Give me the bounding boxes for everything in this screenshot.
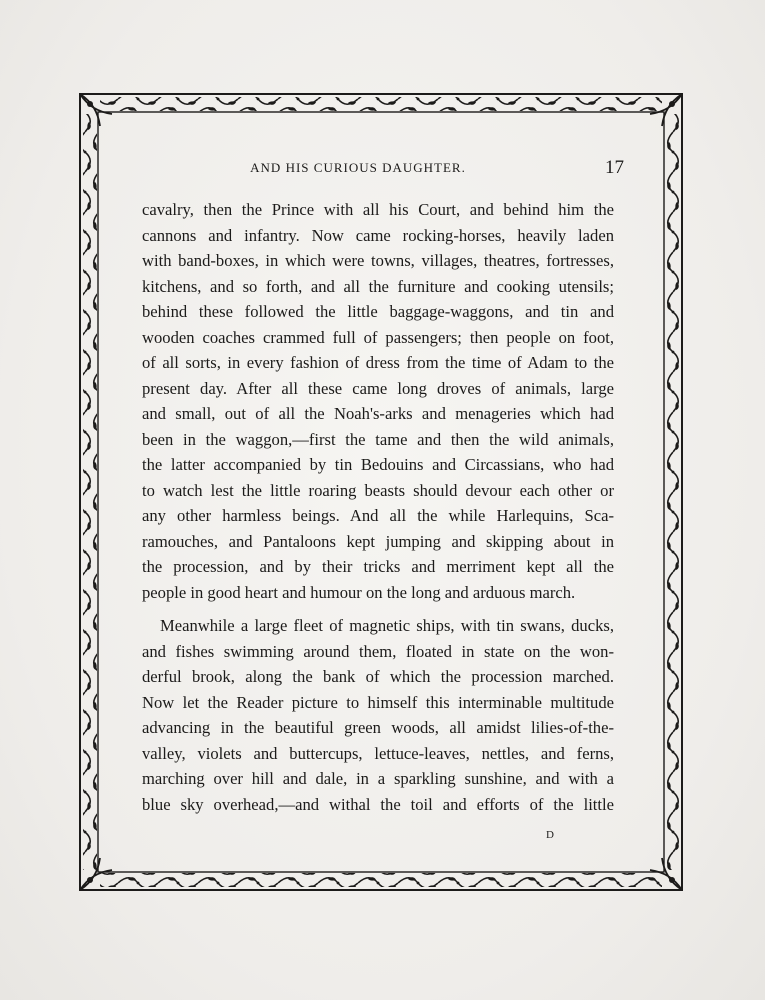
text-line: behind these followed the little baggage-waggons, and tin and bbox=[142, 302, 614, 321]
text-line: marching over hill and dale, in a sparkling sunshine, and with a bbox=[142, 769, 614, 788]
text-line: to watch lest the little roaring beasts should devour each other or bbox=[142, 480, 614, 500]
signature-mark: D bbox=[546, 829, 554, 841]
text-line: with band-boxes, in which were towns, villages, theatres, fortresses, bbox=[142, 251, 614, 270]
text-line: people in good heart and humour on the long and arduous march. bbox=[142, 582, 576, 602]
text-line: the latter accompanied by tin Bedouins and Circassians, who had bbox=[142, 455, 614, 474]
paragraph bbox=[142, 613, 614, 817]
text-line: of all sorts, in every fashion of dress from the time of Adam to the bbox=[142, 353, 614, 372]
text-line: present day. After all these came long droves of animals, large bbox=[142, 378, 614, 398]
text-line: wooden coaches crammed full of passengers; then people on foot, bbox=[142, 327, 614, 347]
text-line: valley, violets and buttercups, lettuce-leaves, nettles, and ferns, bbox=[142, 743, 614, 763]
text-line: derful brook, along the bank of which the procession marched. bbox=[142, 667, 614, 686]
text-line: Now let the Reader picture to himself this interminable multitude bbox=[142, 692, 614, 712]
paragraph bbox=[142, 197, 614, 605]
text-line: cannons and infantry. Now came rocking-horses, heavily laden bbox=[142, 225, 614, 245]
text-line: and small, out of all the Noah's-arks and menageries which had bbox=[142, 404, 614, 423]
text-line: cavalry, then the Prince with all his Court, and behind him the bbox=[142, 200, 614, 219]
text-line: any other harmless beings. And all the while Harlequins, Sca- bbox=[142, 506, 614, 525]
text-line: advancing in the beautiful green woods, all amidst lilies-of-the- bbox=[142, 718, 614, 737]
body-text bbox=[142, 197, 614, 817]
text-line: Meanwhile a large fleet of magnetic ships, with tin swans, ducks, bbox=[160, 616, 614, 635]
running-title: AND HIS CURIOUS DAUGHTER. bbox=[250, 160, 466, 175]
text-line: kitchens, and so forth, and all the furniture and cooking utensils; bbox=[142, 276, 614, 296]
text-line: been in the waggon,—first the tame and then the wild animals, bbox=[142, 429, 614, 449]
page-number: 17 bbox=[605, 157, 624, 178]
text-line: and fishes swimming around them, floated in state on the won- bbox=[142, 641, 614, 661]
text-line: ramouches, and Pantaloons kept jumping and skipping about in bbox=[142, 531, 614, 551]
text-line: blue sky overhead,—and withal the toil and efforts of the little bbox=[142, 794, 614, 814]
text-line: the procession, and by their tricks and merriment kept all the bbox=[142, 557, 614, 576]
